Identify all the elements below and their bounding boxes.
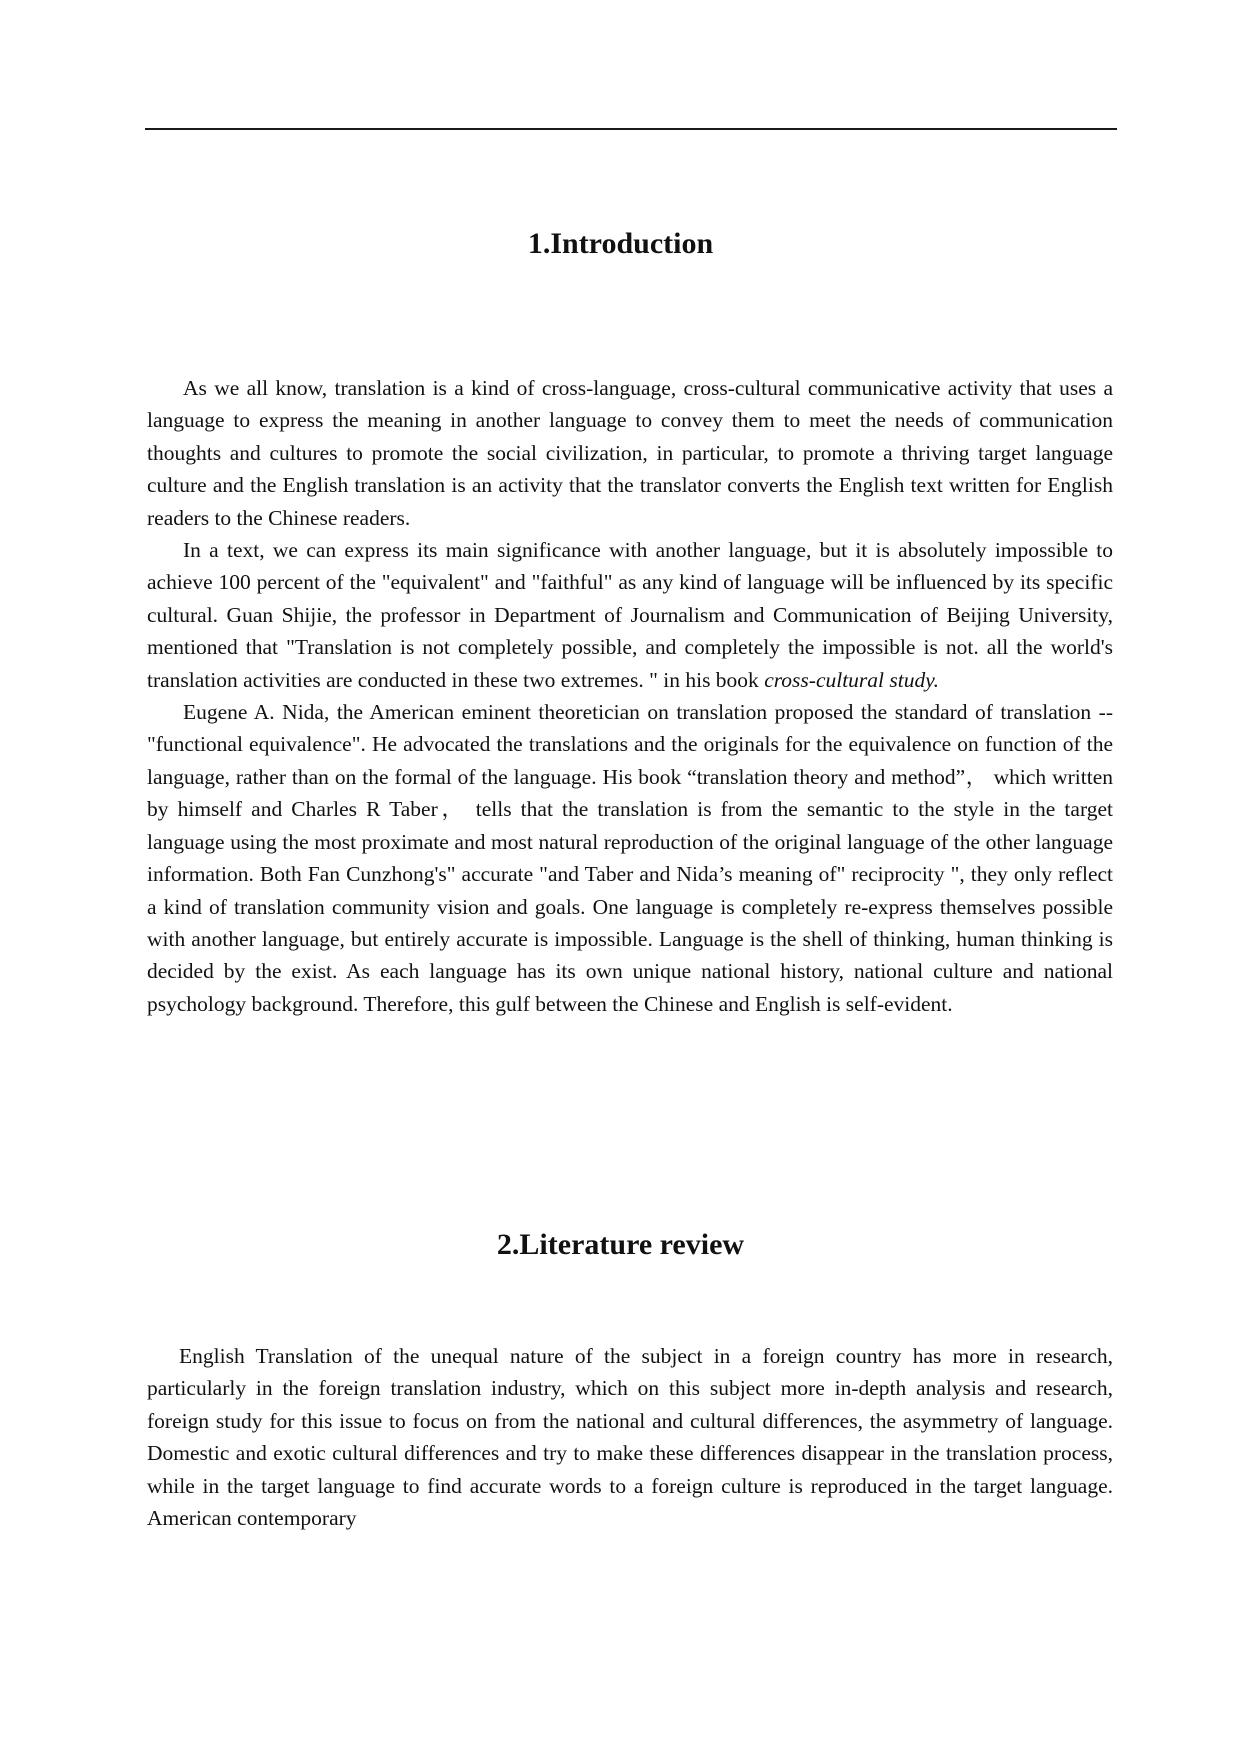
introduction-paragraph-2-text: In a text, we can express its main significance with another language, but it is absolutely impossible to achieve 100 percent of the "equivalent" and "faithful" as any kind of language will be influenced by its specific cultural. Guan Shijie, the professor in Department of Journalism and Communication of Beijing University, mentioned that "Translation is not completely possible, and completely the impossible is not. all the world's translation activities are conducted in these two extremes. " in his book — [147, 538, 1113, 692]
literature-review-body — [147, 1340, 1113, 1534]
introduction-paragraph-2 — [147, 534, 1113, 696]
introduction-body — [147, 372, 1113, 1020]
book-title-cross-cultural-study: cross-cultural study. — [764, 667, 939, 692]
introduction-paragraph-3: Eugene A. Nida, the American eminent theoretician on translation proposed the standard of translation --"functional equivalence". He advocated the translations and the originals for the equivalence on function of the language, rather than on the formal of the language. His book “translation theory and method”， which written by himself and Charles R Taber， tells that the translation is from the semantic to the style in the target language using the most proximate and most natural reproduction of the original language of the other language information. Both Fan Cunzhong's" accurate "and Taber and Nida’s meaning of" reciprocity ", they only reflect a kind of translation community vision and goals. One language is completely re-express themselves possible with another language, but entirely accurate is impossible. Language is the shell of thinking, human thinking is decided by the exist. As each language has its own unique national history, national culture and national psychology background. Therefore, this gulf between the Chinese and English is self-evident. — [147, 700, 1113, 1016]
header-rule — [145, 128, 1117, 130]
literature-review-paragraph-1: English Translation of the unequal nature of the subject in a foreign country has more in research, particularly in the foreign translation industry, which on this subject more in-depth analysis and research, foreign study for this issue to focus on from the national and cultural differences, the asymmetry of language. Domestic and exotic cultural differences and try to make these differences disappear in the translation process, while in the target language to find accurate words to a foreign culture is reproduced in the target language. American contemporary — [147, 1344, 1113, 1531]
introduction-paragraph-1: As we all know, translation is a kind of cross-language, cross-cultural communicative activity that uses a language to express the meaning in another language to convey them to meet the needs of communication thoughts and cultures to promote the social civilization, in particular, to promote a thriving target language culture and the English translation is an activity that the translator converts the English text written for English readers to the Chinese readers. — [147, 376, 1113, 530]
section-heading-literature-review: 2.Literature review — [496, 1228, 745, 1261]
section-heading-introduction: 1.Introduction — [527, 227, 714, 260]
